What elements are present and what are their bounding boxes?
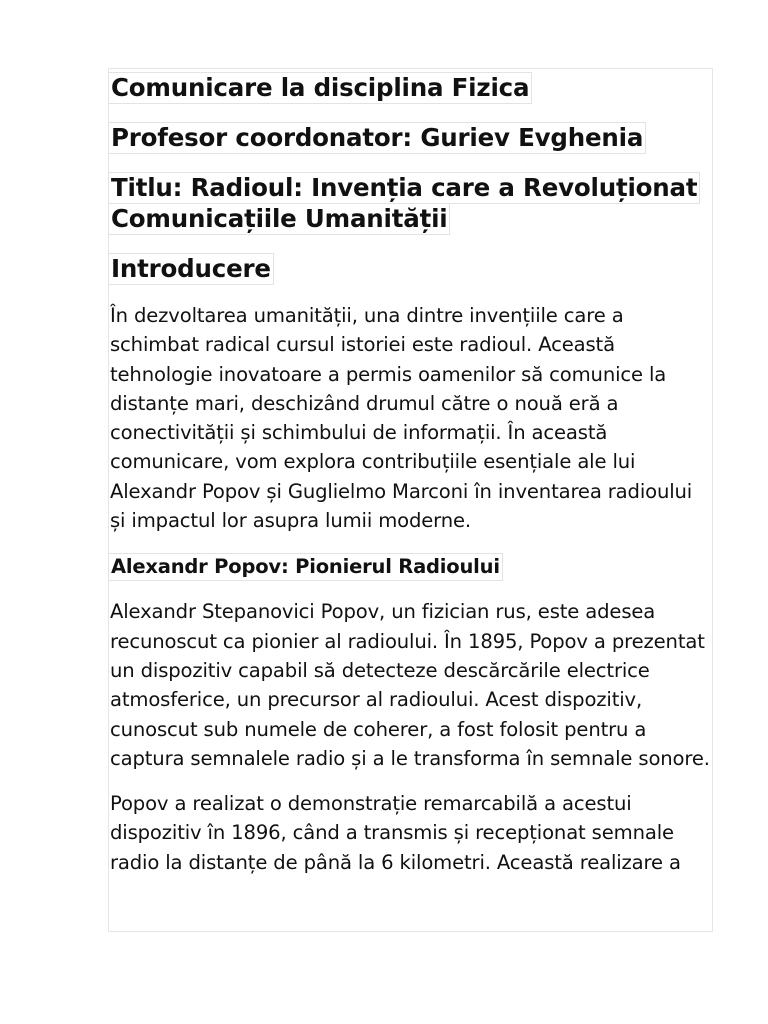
professor-heading: Profesor coordonator: Guriev Evghenia [108, 122, 646, 154]
titlu-heading [110, 172, 710, 235]
titlu-heading-line2: Comunicațiile Umanității [108, 203, 450, 235]
popov-paragraph-2: Popov a realizat o demonstrație remarcabilă a acestui dispozitiv în 1896, când a transmis și recepționat semnale radio la distanțe de până la 6 kilometri. Această realizare a [110, 792, 681, 874]
popov-paragraph-1: Alexandr Stepanovici Popov, un fizician rus, este adesea recunoscut ca pionier al radioului. În 1895, Popov a prezentat un dispozitiv capabil să detecteze descărcările electrice atmosferice, un precursor al radioului. Acest dispozitiv, cunoscut sub numele de coherer, a fost folosit pentru a captura semnalele radio și a le transforma în semnale sonore. [110, 600, 710, 770]
document-content [110, 70, 710, 877]
document-title: Comunicare la disciplina Fizica [108, 72, 532, 104]
intro-paragraph: În dezvoltarea umanității, una dintre invențiile care a schimbat radical cursul istoriei este radioul. Această tehnologie inovatoare a permis oamenilor să comunice la distanțe mari, deschizând drumul către o nouă eră a conectivității și schimbului de informații. În această comunicare, vom explora contribuțiile esențiale ale lui Alexandr Popov și Guglielmo Marconi în inventarea radioului și impactul lor asupra lumii moderne. [110, 304, 693, 533]
introducere-heading: Introducere [108, 253, 274, 285]
popov-heading: Alexandr Popov: Pionierul Radioului [108, 553, 503, 581]
titlu-heading-line1: Titlu: Radioul: Invenția care a Revoluționat [108, 172, 700, 204]
